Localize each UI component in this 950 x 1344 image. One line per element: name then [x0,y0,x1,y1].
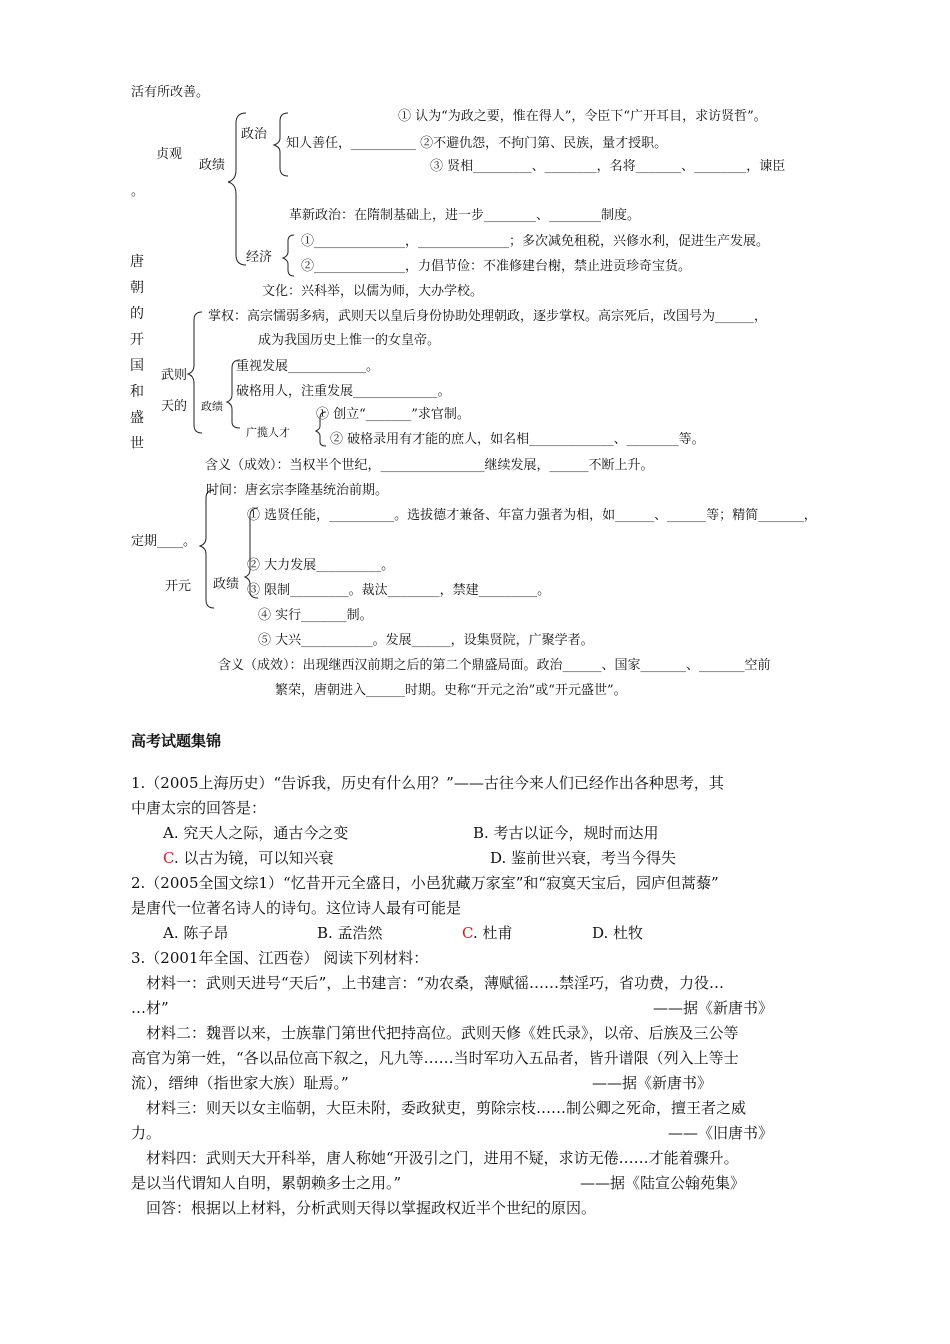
material-2-line-1: 材料二：魏晋以来，士族靠门第世代把持高位。武则天修《姓氏录》，以帝、后族及三公等 [146,1024,739,1042]
material-3-source: ——《旧唐书》 [668,1124,774,1142]
wzt-label-1: 武则 [161,368,188,383]
zg-label: 贞观 [156,147,183,162]
ky-label: 开元 [165,579,192,594]
wzt-item-4: ② 破格录用有才能的庶人，如名相_____________、________等。 [330,432,705,447]
wzt-label-2: 天的 [161,399,188,414]
intro-line: 活有所改善。 [131,85,210,100]
material-4-source: ——据《陆宣公翰苑集》 [580,1174,746,1192]
zg-politics-label: 政治 [241,127,268,142]
period-dot: 。 [131,184,145,199]
material-1-line-2: …材” [131,999,169,1017]
exam-heading: 高考试题集锦 [131,732,222,750]
q2-option-b: B. 孟浩然 [317,924,383,942]
ky-zhengji-label: 政绩 [213,577,240,592]
q1-option-a: A. 究天人之际，通古今之变 [163,824,349,842]
material-2-line-3: 流），缙绅（指世家大族）耻焉。” [131,1074,349,1092]
material-3-line-2: 力。 [131,1124,162,1142]
q1-option-c: C. 以古为镜，可以知兴衰 [163,849,334,867]
wzt-guanglan-label: 广揽人才 [246,426,290,439]
brace-kaiyuan [200,490,214,608]
material-1-line-1: 材料一：武则天进号“天后”，上书建言：“劝农桑，薄赋徭……禁淫巧，省功费，力役… [146,974,725,992]
q3-line-1: 3.（2001年全国、江西卷） 阅读下列材料： [131,949,429,967]
material-1-source: ——据《新唐书》 [653,999,774,1017]
material-3-line-1: 材料三：则天以女主临朝，大臣未附，委政狱吏，剪除宗枝……制公卿之死命，擅王者之威 [146,1099,747,1117]
wzt-item-3: ① 创立“_______”求官制。 [316,407,470,422]
q2-line-1: 2.（2005全国文综1）“忆昔开元全盛日，小邑犹藏万家室”和“寂寞天宝后，园庐但蒿藜” [131,874,719,892]
q2-answer-letter: C [462,924,473,942]
material-2-source: ——据《新唐书》 [592,1074,713,1092]
zg-economy-2: ②______________，力倡节俭：不准修建台榭，禁止进贡珍奇宝货。 [301,259,692,274]
ky-item-1: ① 选贤任能，__________。选拔德才兼备、年富力强者为相，如______、______等；精简_______， [247,508,817,523]
material-2-line-2: 高官为第一姓，“各以品位高下叙之，凡九等……当时军功入五品者，皆升谱限（列入上等士 [131,1049,739,1067]
wzt-meaning: 含义（成效）：当权半个世纪，________________继续发展，______不断上升。 [205,458,654,473]
material-4-line-1: 材料四：武则天大开科举，唐人称她“开汲引之门，进用不疑，求访无倦……才能着骤升。 [146,1149,739,1167]
brace-wuzetian [188,312,202,433]
q2-option-a: A. 陈子昂 [163,924,229,942]
ky-item-3: ③ 限制_________。裁汰________，禁建_________。 [247,583,551,598]
ky-dingqi: 定期____。 [131,534,197,549]
zg-reform: 革新政治：在隋制基础上，进一步________、________制度。 [289,208,641,223]
q1-answer-letter: C [163,849,174,867]
zg-politics-item-2a: 知人善任，__________ ②不避仇怨，不拘门第、民族，量才授职。 [286,136,668,151]
wzt-item-1: 重视发展____________。 [236,359,380,374]
zg-politics-item-1: ① 认为“为政之要，惟在得人”，令臣下“广开耳目，求访贤哲”。 [398,109,767,124]
q1-line-2: 中唐太宗的回答是： [131,799,267,817]
q1-option-d: D. 鉴前世兴衰，考当今得失 [490,849,677,867]
zg-politics-item-3: ③ 贤相_________、________，名将_______、________，谏臣 [430,159,786,174]
ky-item-5: ⑤ 大兴___________。发展______，设集贤院，广聚学者。 [258,633,594,648]
q2-option-d: D. 杜牧 [592,924,644,942]
zg-culture: 文化：兴科举，以儒为师，大办学校。 [262,284,484,299]
q3-answer-prompt: 回答：根据以上材料，分析武则天得以掌握政权近半个世纪的原因。 [146,1199,597,1217]
material-4-line-2: 是以当代谓知人自明，累朝赖多士之用。” [131,1174,402,1192]
brace-economy [283,235,294,276]
ky-time: 时间：唐玄宗李隆基统治前期。 [206,483,389,498]
zg-economy-1: ①______________，______________；多次减免租税，兴修水利，促进生产发展。 [301,234,770,249]
ky-item-4: ④ 实行_______制。 [258,608,373,623]
q1-option-b: B. 考古以证今，规时而达用 [473,824,659,842]
ky-item-2: ② 大力发展__________。 [247,558,395,573]
zg-zhengji-label: 政绩 [199,158,226,173]
side-title: 唐朝的开国和盛世 [130,254,144,452]
wzt-power: 掌权：高宗懦弱多病，武则天以皇后身份协助处理朝政，逐步掌权。高宗死后，改国号为______， [208,309,768,324]
q2-option-c: C. 杜甫 [462,924,513,942]
ky-meaning: 含义（成效）：出现继西汉前期之后的第二个鼎盛局面。政治______、国家_______、_______空前 [218,658,771,673]
wzt-power-2: 成为我国历史上惟一的女皇帝。 [258,333,441,348]
wzt-item-2: 破格用人，注重发展_____________。 [236,384,451,399]
zg-economy-label: 经济 [246,250,273,265]
q1-line-1: 1.（2005上海历史）“告诉我，历史有什么用？”——古往今来人们已经作出各种思考，其 [131,774,724,792]
q2-line-2: 是唐代一位著名诗人的诗句。这位诗人最有可能是 [131,899,462,917]
wzt-zhengji-label: 政绩 [201,400,223,413]
ky-meaning-2: 繁荣，唐朝进入______时期。史称“开元之治”或“开元盛世”。 [275,683,627,698]
